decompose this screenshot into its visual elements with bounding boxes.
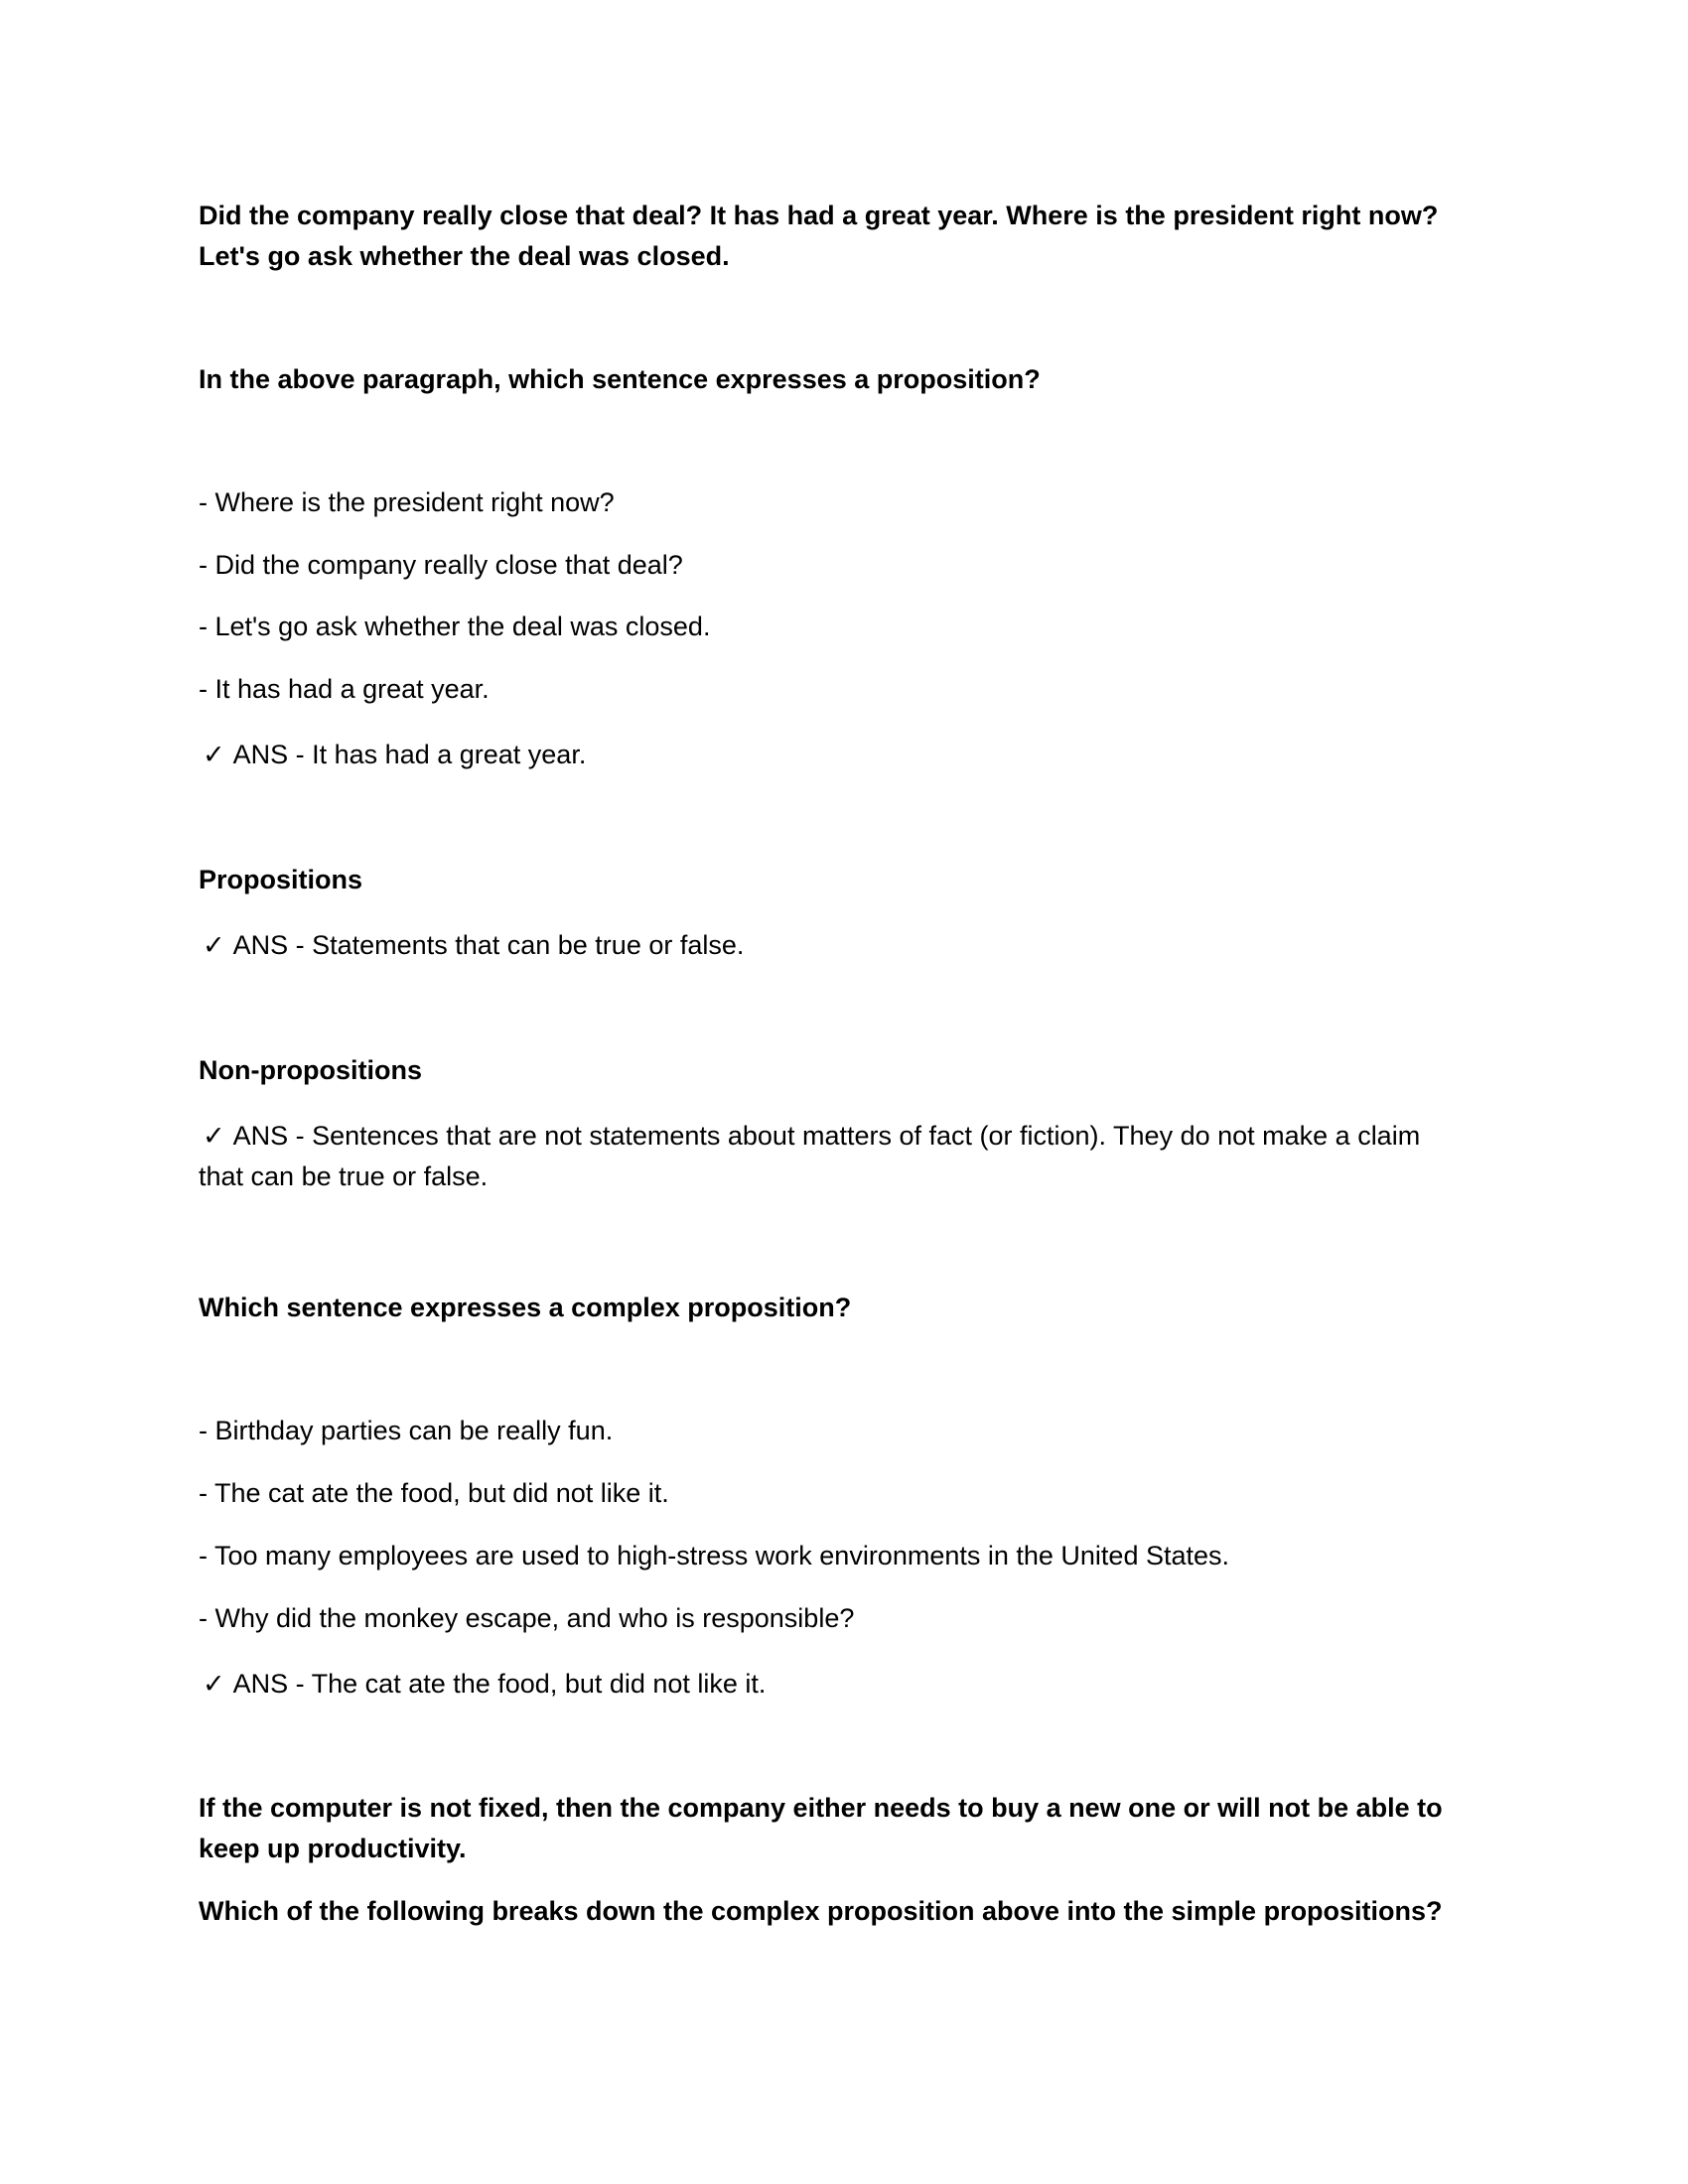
intro-line-1: Did the company really close that deal? It has had a great year. Where is the president right now? [199,201,1439,230]
checkmark-icon: ✓ [203,1669,225,1699]
checkmark-icon: ✓ [203,740,225,769]
non-propositions-answer [199,1116,1420,1157]
q2-answer-text: ANS - The cat ate the food, but did not like it. [232,1669,767,1699]
q1-option: - Let's go ask whether the deal was closed. [199,612,711,641]
q2-answer [199,1664,766,1705]
q2-option: - Birthday parties can be really fun. [199,1416,614,1445]
q2-option: - Too many employees are used to high-stress work environments in the United States. [199,1541,1230,1570]
question-1: In the above paragraph, which sentence expresses a proposition? [199,364,1041,394]
checkmark-icon: ✓ [203,1121,225,1151]
q3-premise-line-1: If the computer is not fixed, then the company either needs to buy a new one or will not be able to [199,1793,1443,1823]
q1-answer-text: ANS - It has had a great year. [232,740,587,769]
q1-answer [199,735,586,775]
checkmark-icon: ✓ [203,930,225,960]
propositions-answer [199,925,744,966]
q1-option: - Where is the president right now? [199,487,615,517]
q1-option: - Did the company really close that deal? [199,550,683,580]
intro-line-2: Let's go ask whether the deal was closed. [199,241,730,271]
q3-premise-line-2: keep up productivity. [199,1834,467,1863]
question-3: Which of the following breaks down the complex proposition above into the simple propositions? [199,1896,1443,1926]
non-propositions-answer-cont: that can be true or false. [199,1161,489,1191]
non-propositions-answer-text: ANS - Sentences that are not statements about matters of fact (or fiction). They do not make a claim [232,1121,1421,1151]
question-2: Which sentence expresses a complex proposition? [199,1293,852,1322]
q1-option: - It has had a great year. [199,674,490,704]
q2-option: - The cat ate the food, but did not like it. [199,1478,669,1508]
non-propositions-heading: Non-propositions [199,1055,422,1085]
propositions-answer-text: ANS - Statements that can be true or false. [232,930,745,960]
propositions-heading: Propositions [199,865,363,894]
q2-option: - Why did the monkey escape, and who is responsible? [199,1603,855,1633]
